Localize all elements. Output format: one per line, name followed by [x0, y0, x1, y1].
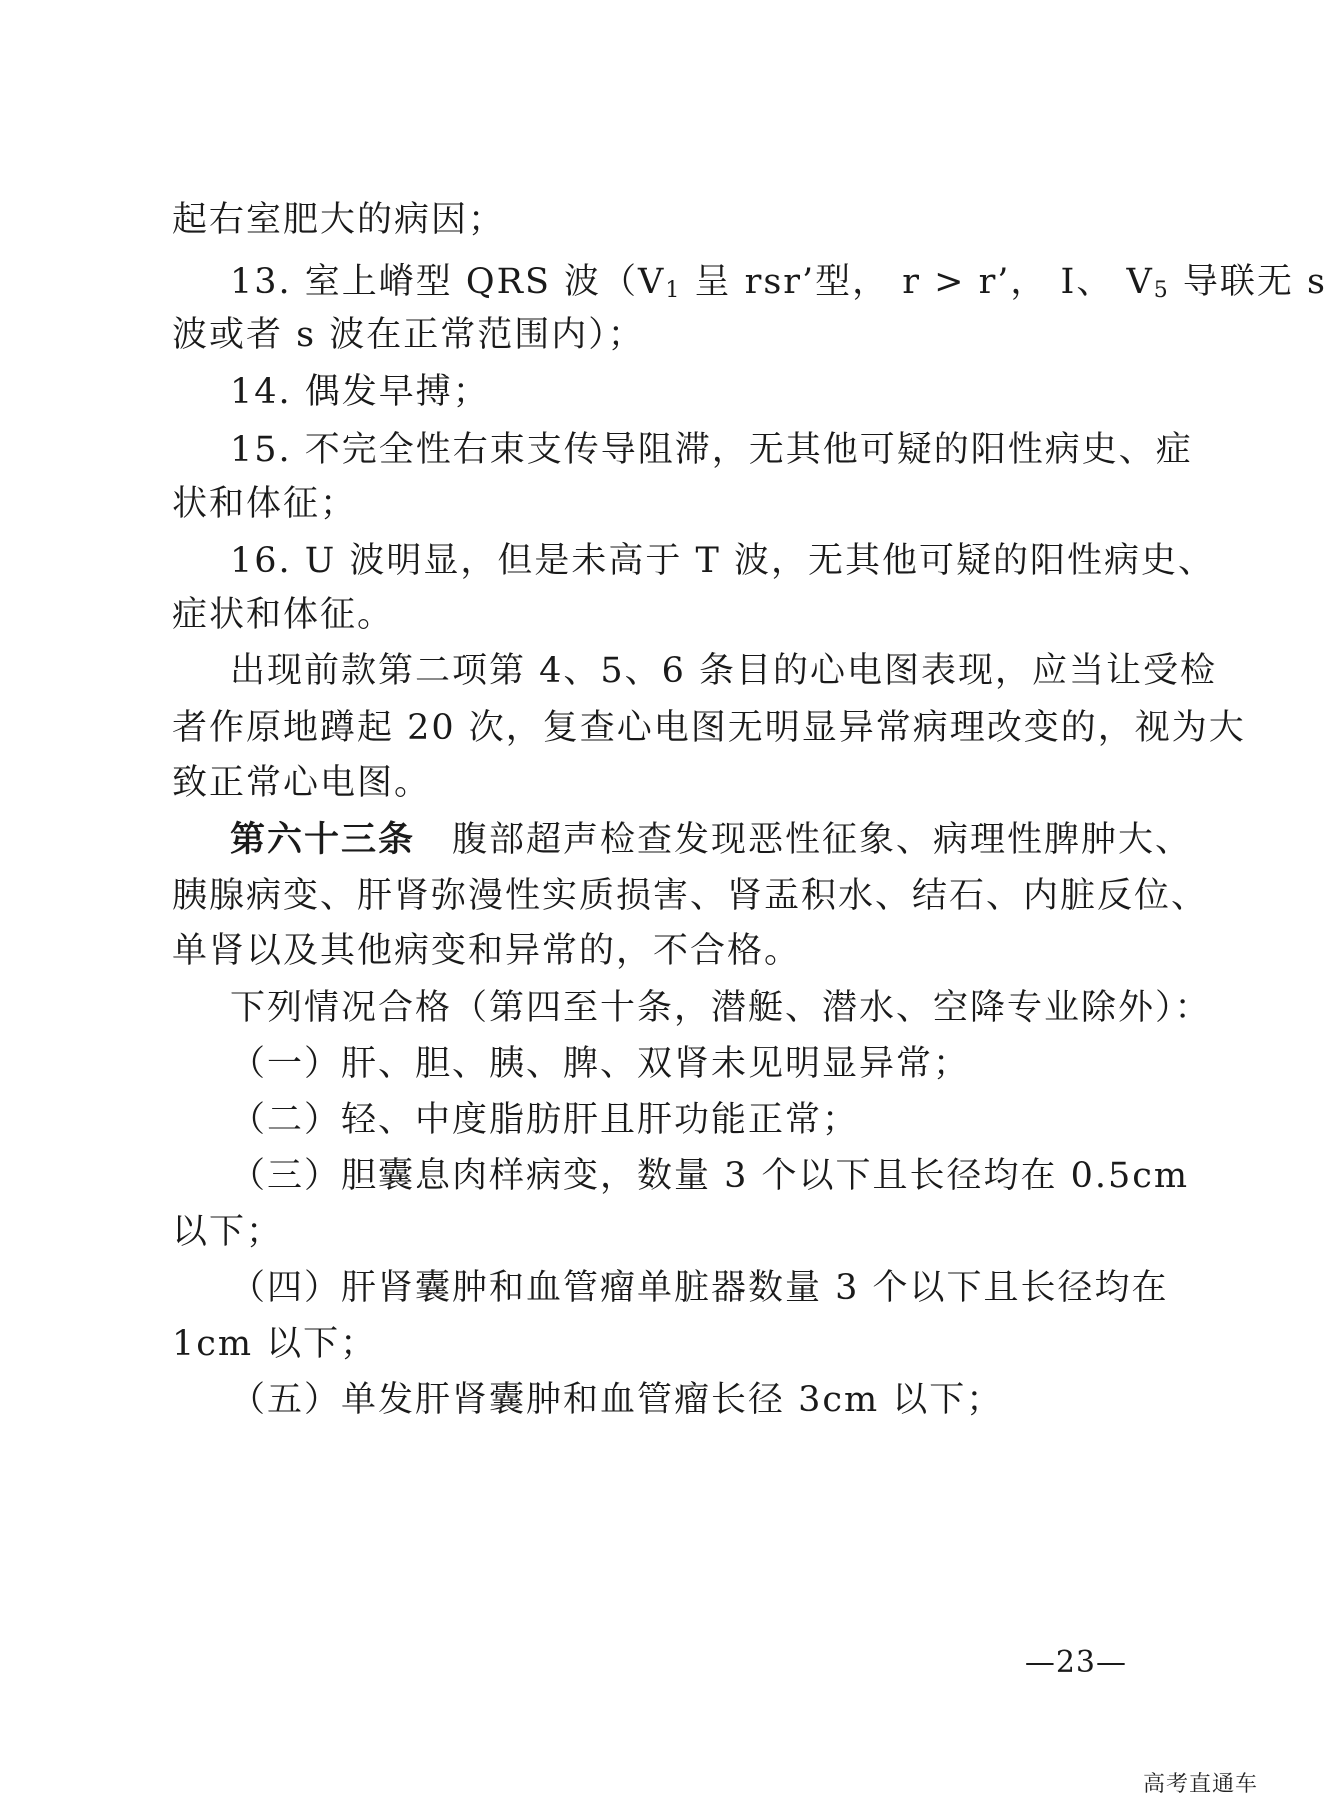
watermark: 高考直通车 — [1142, 1772, 1258, 1797]
list-item: （一）肝、胆、胰、脾、双肾未见明显异常； — [230, 1044, 971, 1084]
text-line-item-14: 14. 偶发早搏； — [230, 372, 490, 412]
article-heading: 第六十三条 — [230, 819, 416, 860]
text-line: 单肾以及其他病变和异常的，不合格。 — [172, 931, 802, 971]
text-line-item-15: 15. 不完全性右束支传导阻滞，无其他可疑的阳性病史、症 — [230, 430, 1193, 470]
subscript: 5 — [1153, 278, 1170, 303]
text-line: 胰腺病变、肝肾弥漫性实质损害、肾盂积水、结石、内脏反位、 — [172, 876, 1209, 916]
text-line: 以下； — [172, 1212, 284, 1252]
text-line-item-16: 16. U 波明显，但是未高于 T 波，无其他可疑的阳性病史、 — [230, 541, 1216, 581]
text-line: 下列情况合格（第四至十条，潜艇、潜水、空降专业除外）： — [230, 988, 1212, 1028]
list-item: （五）单发肝肾囊肿和血管瘤长径 3cm 以下； — [230, 1380, 1004, 1420]
text-segment: 导联无 s — [1169, 262, 1327, 302]
text-line: 1cm 以下； — [172, 1324, 378, 1364]
text-line-item-13 — [230, 262, 1327, 302]
text-line: 者作原地蹲起 20 次，复查心电图无明显异常病理改变的，视为大 — [172, 708, 1246, 748]
text-line: 出现前款第二项第 4、5、6 条目的心电图表现，应当让受检 — [230, 651, 1218, 691]
text-segment: 呈 rsr’型， r > r’， I、 V — [681, 262, 1154, 302]
article-63-line — [230, 820, 1192, 860]
list-item: （四）肝肾囊肿和血管瘤单脏器数量 3 个以下且长径均在 — [230, 1268, 1169, 1308]
text-segment: 腹部超声检查发现恶性征象、病理性脾肿大、 — [415, 820, 1193, 860]
text-line: 致正常心电图。 — [172, 763, 432, 803]
list-item: （三）胆囊息肉样病变，数量 3 个以下且长径均在 0.5cm — [230, 1156, 1190, 1196]
text-line: 状和体征； — [172, 484, 358, 524]
text-segment: 13. 室上嵴型 QRS 波（V — [230, 262, 666, 302]
text-line: 起右室肥大的病因； — [172, 200, 506, 240]
text-line: 症状和体征。 — [172, 595, 395, 635]
subscript: 1 — [665, 278, 682, 303]
text-line: 波或者 s 波在正常范围内）； — [172, 315, 645, 355]
list-item: （二）轻、中度脂肪肝且肝功能正常； — [230, 1100, 860, 1140]
page-number: —23— — [1024, 1645, 1127, 1680]
